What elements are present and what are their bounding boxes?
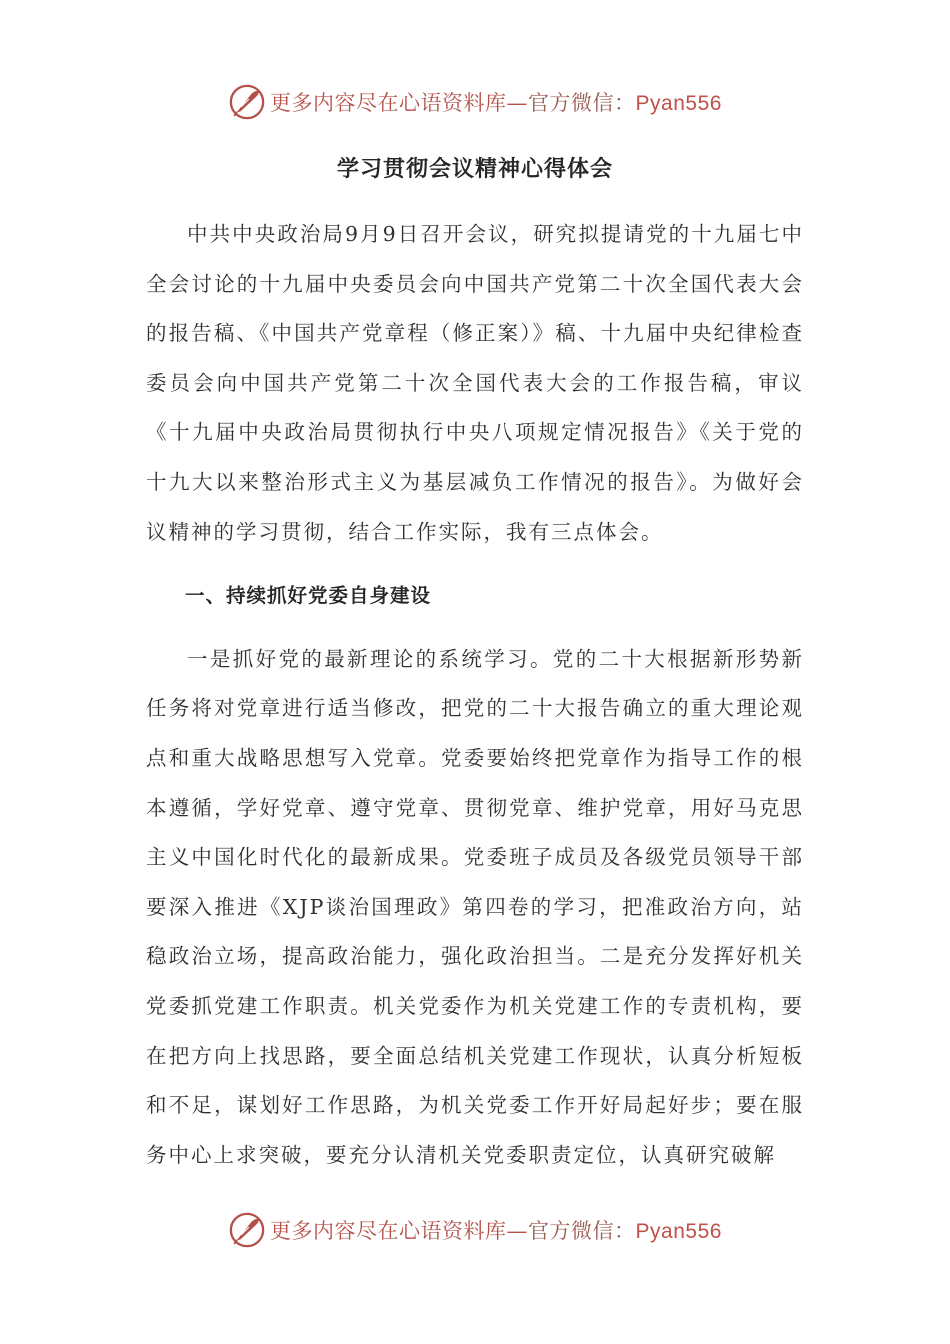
banner-slogan: 更多内容尽在心语资料库	[270, 1219, 507, 1243]
intro-paragraph: 中共中央政治局9月9日召开会议，研究拟提请党的十九届七中全会讨论的十九届中央委员会向中国共产党第二十次全国代表大会的报告稿、《中国共产党章程（修正案）》稿、十九届中央纪律检查委员会向中国共产党第二十次全国代表大会的工作报告稿，审议《十九届中央政治局贯彻执行中央八项规定情况报告》《关于党的十九大以来整治形式主义为基层减负工作情况的报告》。为做好会议精神的学习贯彻，结合工作实际，我有三点体会。	[146, 222, 804, 544]
quill-logo-icon	[228, 1211, 266, 1249]
section-heading: 一、持续抓好党委自身建设	[185, 584, 432, 608]
banner-text	[270, 1215, 722, 1245]
quill-logo-icon	[228, 83, 266, 121]
banner-separator: —	[506, 1219, 529, 1243]
header-banner	[0, 80, 950, 124]
wechat-id: Pyan556	[635, 1220, 722, 1243]
wechat-label: 官方微信：	[528, 91, 636, 115]
wechat-id: Pyan556	[635, 92, 722, 115]
banner-text	[270, 87, 722, 117]
footer-banner	[0, 1208, 950, 1252]
banner-slogan: 更多内容尽在心语资料库	[270, 91, 507, 115]
banner-separator: —	[506, 91, 529, 115]
document-title: 学习贯彻会议精神心得体会	[336, 157, 613, 182]
section-paragraph: 一是抓好党的最新理论的系统学习。党的二十大根据新形势新任务将对党章进行适当修改，把党的二十大报告确立的重大理论观点和重大战略思想写入党章。党委要始终把党章作为指导工作的根本遵循，学好党章、遵守党章、贯彻党章、维护党章，用好马克思主义中国化时代化的最新成果。党委班子成员及各级党员领导干部要深入推进《XJP谈治国理政》第四卷的学习，把准政治方向，站稳政治立场，提高政治能力，强化政治担当。二是充分发挥好机关党委抓党建工作职责。机关党委作为机关党建工作的专责机构，要在把方向上找思路，要全面总结机关党建工作现状，认真分析短板和不足，谋划好工作思路，为机关党委工作开好局起好步；要在服务中心上求突破，要充分认清机关党委职责定位，认真研究破解	[146, 646, 804, 1167]
wechat-label: 官方微信：	[528, 1219, 636, 1243]
document-body	[146, 210, 804, 1180]
